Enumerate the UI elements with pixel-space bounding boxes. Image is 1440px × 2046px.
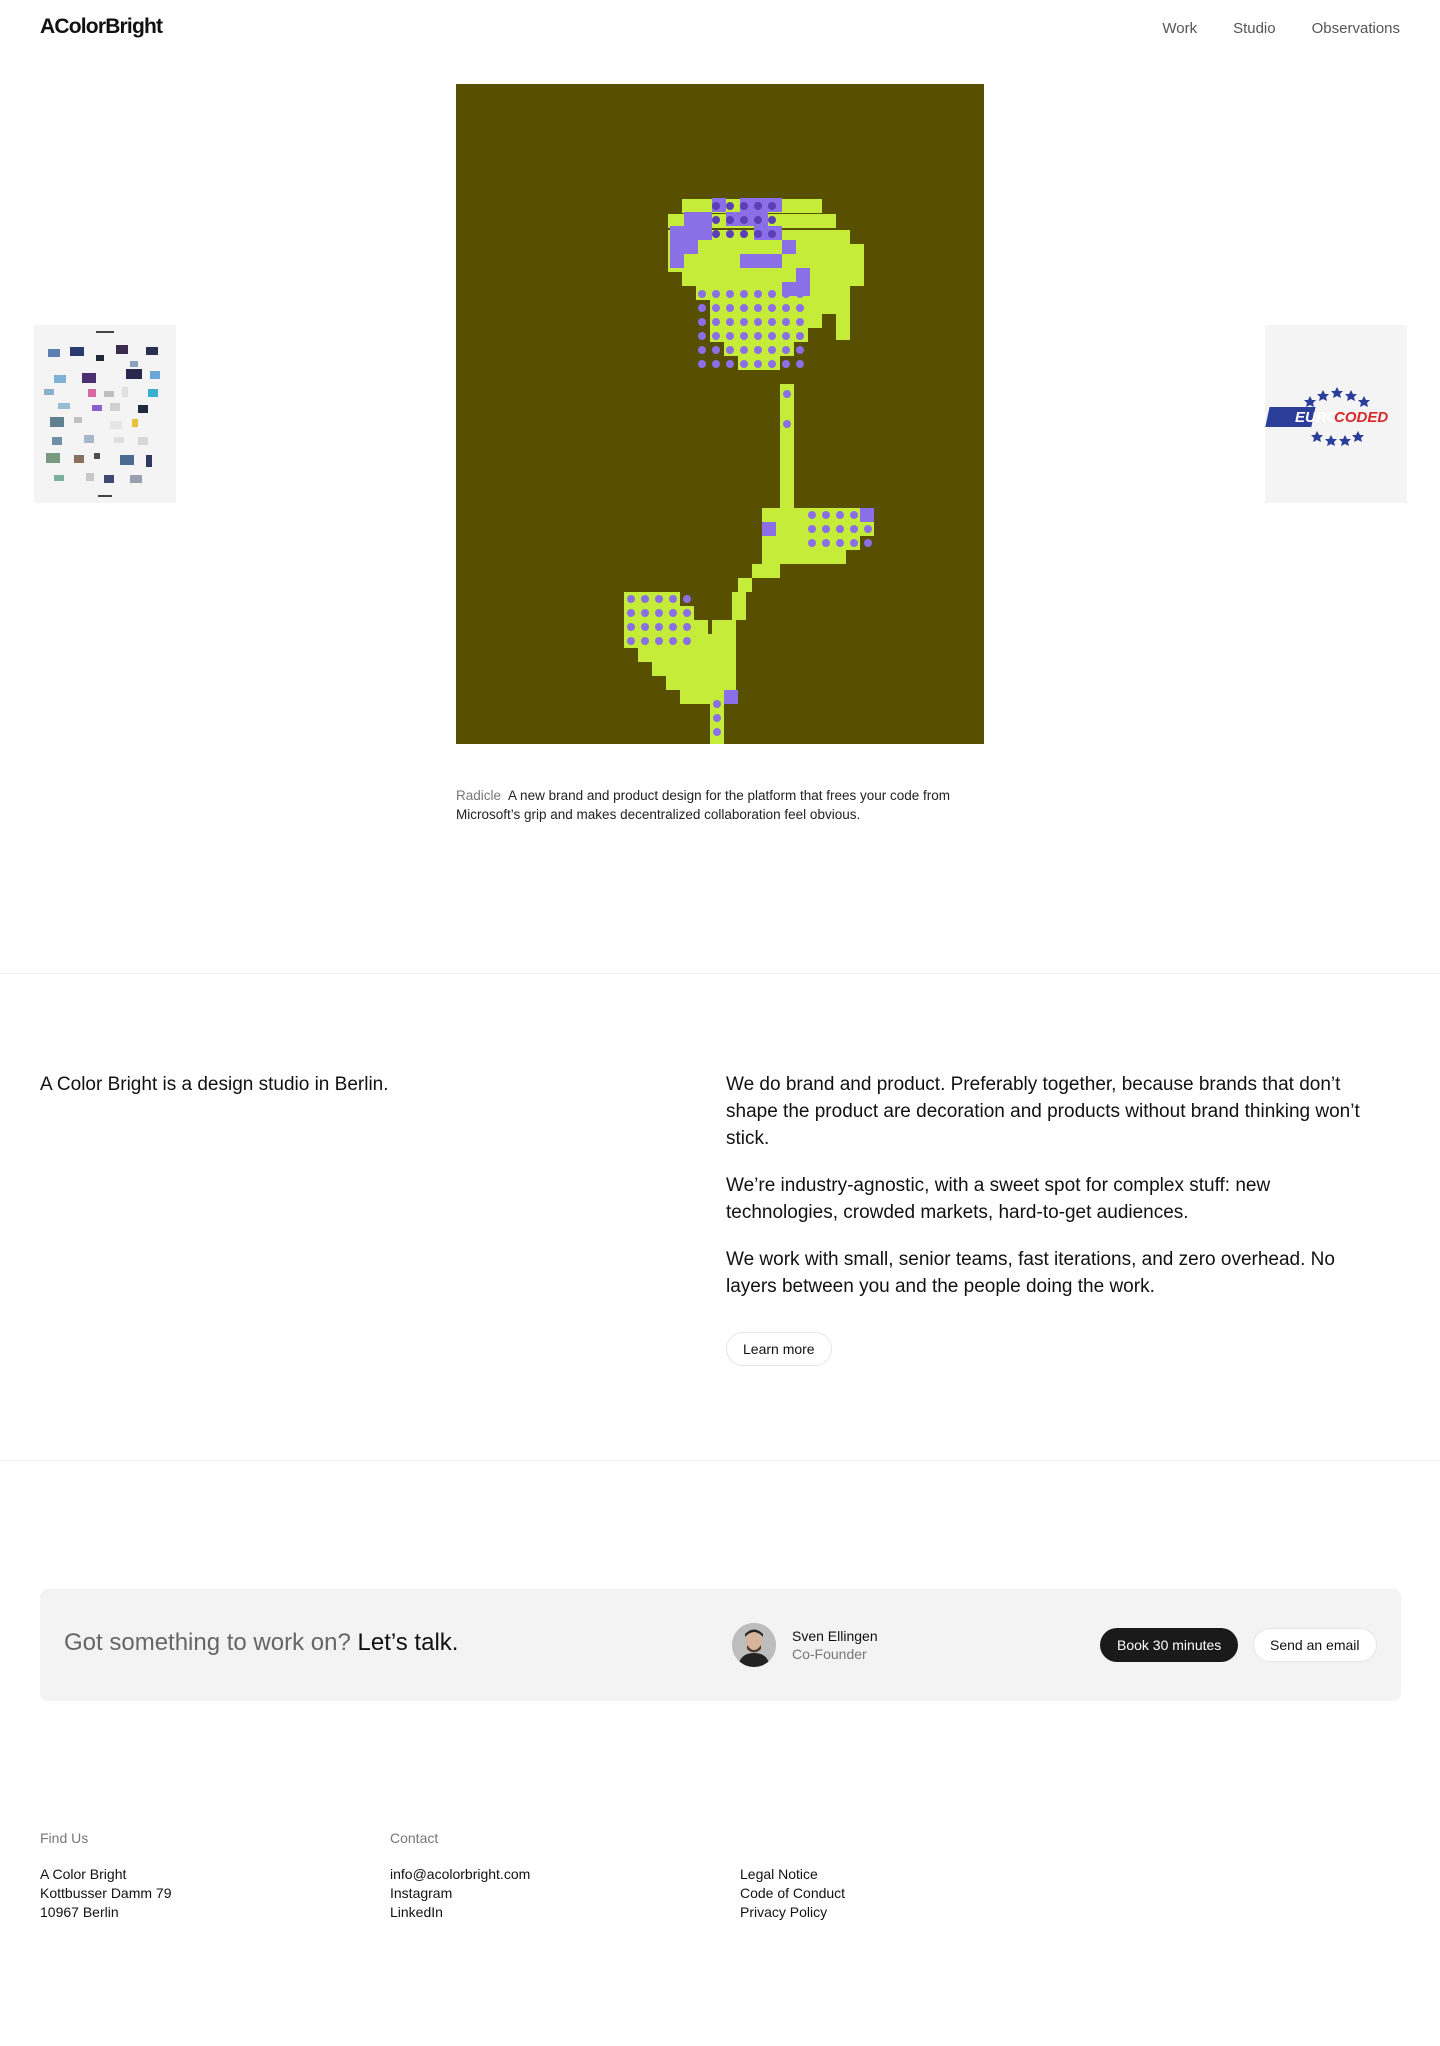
previous-project-thumbnail[interactable] [34,325,176,503]
section-divider [0,1460,1440,1461]
flower-dot [726,202,734,210]
flower-dot [698,360,706,368]
flower-dot [768,332,776,340]
studio-paragraph: We’re industry-agnostic, with a sweet spot for complex stuff: new technologies, crowded markets, hard-to-get audiences. [726,1175,1271,1223]
flower-crown-pixel [740,254,782,268]
eurocoded-euro-text: EURO [1295,409,1339,426]
eurocoded-logo-thumbnail [1265,325,1407,503]
footer-heading: Find Us [40,1830,89,1846]
flower-dot [698,290,706,298]
flower-dot [712,318,720,326]
flower-dot [782,318,790,326]
flower-dot [783,420,791,428]
flower-dot [754,216,762,224]
flower-dot [698,304,706,312]
cta-question: Got something to work on? [64,1629,351,1656]
code-of-conduct-link[interactable]: Code of Conduct [740,1885,846,1901]
flower-dot [796,346,804,354]
person-name: Sven Ellingen [792,1628,878,1644]
flower-crown-pixel [782,240,796,254]
footer-legal [740,1865,845,1922]
flower-dot [796,360,804,368]
project-caption-text: A new brand and product design for the platform that frees your code from Microsoft’s grip and makes decentralized collaboration feel obvious. [456,788,951,822]
flower-dot [850,539,858,547]
flower-dot [740,346,748,354]
flower-dot [669,609,677,617]
flower-crown-pixel [670,240,698,254]
flower-dot [726,318,734,326]
flower-dot [782,304,790,312]
eurocoded-coded-text: CODED [1334,409,1389,426]
flower-dot [796,304,804,312]
flower-dot [627,637,635,645]
address-line: Kottbusser Damm 79 [40,1885,172,1901]
flower-dot [822,511,830,519]
flower-dot [740,318,748,326]
flower-dot [768,346,776,354]
avatar [732,1623,776,1667]
flower-dot [768,202,776,210]
person-avatar-icon [732,1623,776,1667]
site-header [0,0,1440,60]
footer-heading: Contact [390,1830,439,1846]
flower-dot [669,623,677,631]
flower-head-pixel [836,240,850,340]
next-project-thumbnail[interactable] [1265,325,1407,503]
flower-dot [712,230,720,238]
flower-dot [796,318,804,326]
flower-dot [864,511,872,519]
project-caption-title[interactable]: Radicle [456,788,502,803]
studio-paragraph: We work with small, senior teams, fast iterations, and zero overhead. No layers between you and the people doing the work. [726,1249,1335,1297]
flower-dot [726,332,734,340]
pixel-flower-illustration [456,84,984,744]
flower-dot [669,595,677,603]
leaf-pixel [752,564,780,578]
flower-dot [768,360,776,368]
send-email-button[interactable]: Send an email [1253,1628,1377,1662]
flower-dot [864,539,872,547]
privacy-policy-link[interactable]: Privacy Policy [740,1904,828,1920]
logo[interactable]: AColorBright [40,15,163,38]
stem-pixel [780,384,794,522]
flower-dot [768,304,776,312]
flower-dot [712,304,720,312]
collage-thumbnail-image [34,325,176,503]
legal-notice-link[interactable]: Legal Notice [740,1866,818,1882]
flower-dot [726,360,734,368]
flower-dot [669,637,677,645]
flower-dot [754,230,762,238]
flower-dot [754,202,762,210]
studio-intro-statement: A Color Bright is a design studio in Berlin. [40,1074,389,1095]
flower-dot [726,346,734,354]
flower-dot [726,290,734,298]
flower-dot [754,360,762,368]
flower-dot [768,318,776,326]
flower-crown-pixel [796,268,810,282]
footer-contact [390,1829,530,1922]
flower-dot [850,511,858,519]
flower-dot [783,390,791,398]
nav-observations[interactable]: Observations [1311,20,1400,37]
leaf-pixel [762,550,846,564]
project-carousel [0,84,1440,764]
flower-dot [808,525,816,533]
flower-dot [726,304,734,312]
flower-dot [726,230,734,238]
flower-dot [698,332,706,340]
flower-dot [712,332,720,340]
flower-dot [808,539,816,547]
flower-dot [698,346,706,354]
flower-dot [627,595,635,603]
flower-dot [822,525,830,533]
book-meeting-button[interactable]: Book 30 minutes [1100,1628,1238,1662]
leaf-pixel [738,578,752,592]
flower-dot [864,525,872,533]
flower-dot [655,609,663,617]
flower-dot [712,202,720,210]
flower-dot [641,595,649,603]
flower-dot [713,714,721,722]
flower-dot [712,346,720,354]
flower-dot [782,290,790,298]
flower-dot [655,595,663,603]
main-nav [1162,20,1400,37]
flower-crown-pixel [684,212,712,226]
flower-dot [754,318,762,326]
footer-find-us [40,1829,172,1922]
flower-dot [641,609,649,617]
leaf-tip-pixel [724,690,738,704]
email-link[interactable]: info@acolorbright.com [390,1866,531,1882]
flower-dot [740,304,748,312]
flower-dot [822,539,830,547]
flower-dot [740,216,748,224]
flower-dot [683,637,691,645]
flower-dot [754,346,762,354]
featured-project-artwork[interactable] [456,84,984,744]
flower-dot [768,230,776,238]
person-role: Co-Founder [792,1646,867,1662]
address-line: A Color Bright [40,1866,127,1882]
flower-dot [836,539,844,547]
nav-work[interactable]: Work [1162,20,1198,37]
studio-paragraph: We do brand and product. Preferably together, because brands that don’t shape the product are decoration and products without brand thinking won’t stick. [726,1074,1360,1149]
project-caption [456,786,996,824]
flower-dot [713,728,721,736]
flower-dot [740,360,748,368]
flower-dot [796,290,804,298]
flower-dot [768,290,776,298]
flower-dot [754,304,762,312]
flower-dot [850,525,858,533]
leaf-tip-pixel [762,522,776,536]
flower-dot [836,525,844,533]
section-divider [0,973,1440,974]
flower-dot [768,216,776,224]
flower-dot [782,332,790,340]
flower-dot [754,332,762,340]
nav-studio[interactable]: Studio [1233,20,1276,37]
leaf-pixel [624,620,708,634]
flower-dot [712,216,720,224]
flower-dot [836,511,844,519]
cta-lets-talk: Let’s talk. [357,1629,459,1656]
studio-description [726,1071,1386,1366]
flower-crown-pixel [670,254,684,268]
flower-dot [655,637,663,645]
flower-dot [683,623,691,631]
linkedin-link[interactable]: LinkedIn [390,1904,443,1920]
contact-cta-panel [40,1589,1401,1701]
learn-more-button[interactable]: Learn more [726,1332,832,1366]
flower-dot [740,290,748,298]
instagram-link[interactable]: Instagram [390,1885,453,1901]
flower-dot [740,230,748,238]
contact-person [792,1627,878,1663]
flower-dot [740,202,748,210]
flower-dot [712,360,720,368]
address-line: 10967 Berlin [40,1904,119,1920]
flower-dot [782,346,790,354]
flower-dot [808,511,816,519]
flower-dot [683,595,691,603]
flower-dot [655,623,663,631]
cta-headline [64,1629,458,1657]
flower-dot [641,637,649,645]
flower-dot [713,700,721,708]
flower-dot [726,216,734,224]
flower-dot [712,290,720,298]
leaf-pixel [732,592,746,620]
flower-dot [683,609,691,617]
flower-dot [754,290,762,298]
flower-dot [740,332,748,340]
stem-pixel [722,620,736,680]
flower-dot [782,360,790,368]
flower-dot [627,623,635,631]
flower-dot [698,318,706,326]
flower-dot [627,609,635,617]
flower-dot [796,332,804,340]
leaf-pixel [638,648,722,662]
flower-crown-pixel [670,226,712,240]
flower-dot [641,623,649,631]
